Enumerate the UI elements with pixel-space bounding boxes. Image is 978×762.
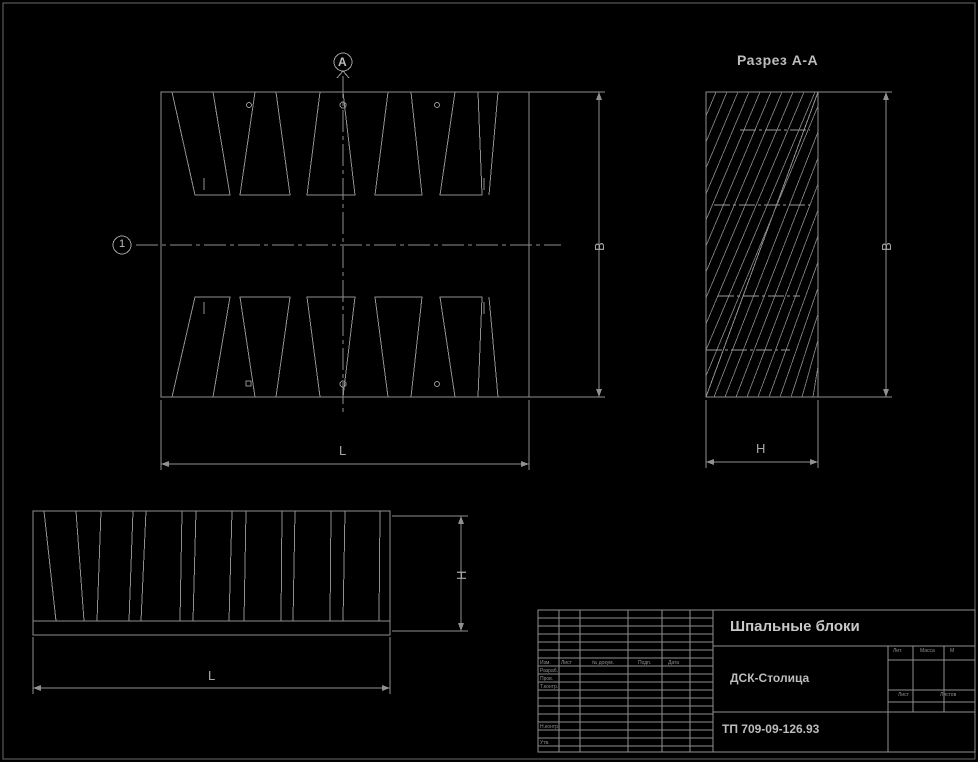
- tb-col-sheet: Лист: [898, 692, 909, 698]
- tb-col-massa: Масса: [920, 648, 935, 654]
- section-dim-height-label: H: [756, 441, 766, 456]
- tb-role-razrab: Разраб.: [540, 668, 559, 674]
- section-mark-letter-a: А: [338, 55, 347, 69]
- front-view-geometry: [33, 511, 390, 635]
- tb-col-list: Лист: [561, 660, 572, 666]
- title-block-organization: ДСК-Столица: [730, 671, 810, 685]
- tb-role-prov: Пров.: [540, 676, 554, 682]
- tb-role-tkontr: Т.контр.: [540, 684, 559, 690]
- section-dim-width-label: B: [879, 241, 894, 251]
- section-dim-width-B: [818, 92, 892, 397]
- front-dim-length-L: [33, 637, 390, 694]
- tb-col-lit: Лит.: [893, 648, 903, 654]
- axis-mark-1: [113, 236, 131, 254]
- tb-col-docnum: № докум.: [592, 660, 614, 666]
- front-dim-length-label: L: [208, 668, 216, 683]
- axis-mark-label-1: 1: [119, 238, 126, 250]
- plan-dim-width-B: [529, 92, 605, 397]
- title-block-document-code: ТП 709-09-126.93: [722, 722, 820, 736]
- section-view-geometry: [706, 92, 818, 397]
- tb-role-nkontr: Н.контр.: [540, 724, 560, 730]
- tb-col-sheets: Листов: [940, 692, 957, 698]
- tb-col-data: Дата: [668, 660, 680, 666]
- section-title: Разрез А-А: [737, 52, 819, 68]
- tb-col-podp: Подп.: [638, 660, 652, 666]
- tb-col-scale: М: [950, 648, 955, 654]
- plan-dim-length-L: [161, 400, 529, 470]
- front-dim-height-label: H: [454, 570, 469, 580]
- plan-dim-width-label: B: [592, 241, 607, 251]
- tb-col-izm: Изм.: [540, 660, 551, 666]
- title-block-product-title: Шпальные блоки: [730, 618, 860, 635]
- section-mark-a: [334, 53, 352, 78]
- section-dim-height-H: [706, 400, 818, 468]
- front-dim-height-H: [392, 516, 468, 631]
- plan-dim-length-label: L: [339, 443, 347, 458]
- title-block-frame: [538, 610, 975, 752]
- tb-role-utv: Утв.: [540, 740, 550, 746]
